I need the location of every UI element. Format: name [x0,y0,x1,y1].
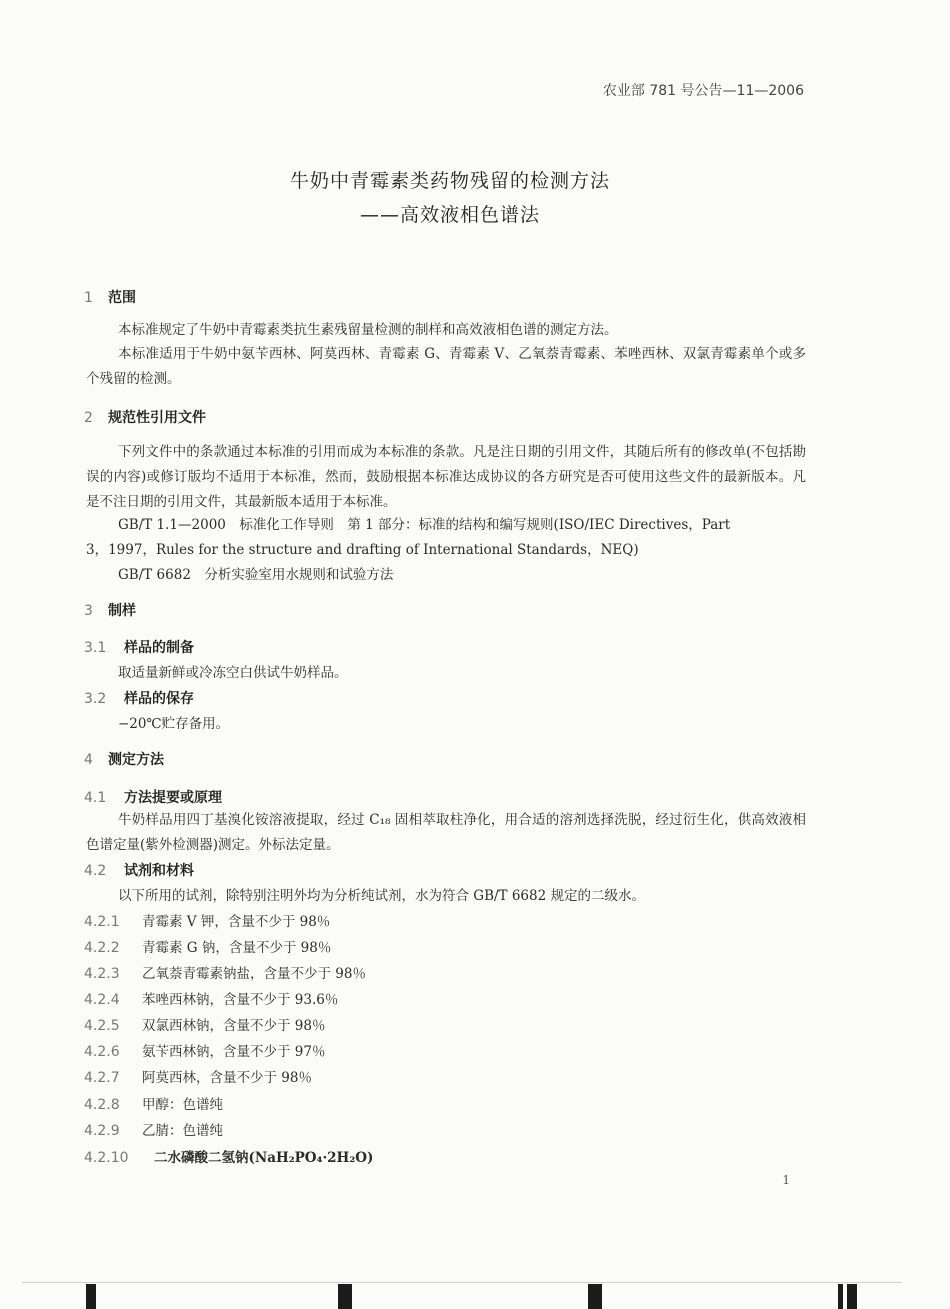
item-number: 4.2.1 [84,914,120,930]
section-number: 4 [84,752,93,768]
document-title: 牛奶中青霉素类药物残留的检测方法 [289,170,610,192]
scan-mark [86,1284,96,1309]
paragraph: −20℃贮存备用。 [118,716,230,732]
item-number: 4.2.8 [84,1097,120,1113]
reagent-item [84,1119,223,1139]
section-number: 4.2 [84,863,107,879]
reagent-item [84,936,331,956]
reagent-item [84,1040,325,1060]
item-number: 4.2.3 [84,966,120,982]
section-title: 测定方法 [108,752,164,768]
reference-line: 3，1997，Rules for the structure and drafting of International Standards，NEQ) [86,542,639,558]
subsection-heading-4-1 [84,787,222,807]
section-title: 规范性引用文件 [108,410,206,426]
reagent-item [84,1014,325,1034]
item-label: 青霉素 G 钠，含量不少于 98％ [142,940,332,956]
item-label: 甲醇：色谱纯 [142,1097,223,1113]
paragraph: 取适量新鲜或冷冻空白供试牛奶样品。 [118,665,348,681]
section-number: 1 [84,290,93,306]
section-number: 3.1 [84,640,107,656]
subsection-heading-3-1 [84,637,194,657]
reagent-item [84,1146,373,1166]
item-number: 4.2.4 [84,992,120,1008]
scan-mark [588,1284,602,1309]
item-label: 青霉素 V 钾，含量不少于 98％ [142,914,331,930]
section-title: 样品的制备 [124,640,194,656]
document-subtitle: ——高效液相色谱法 [359,204,540,226]
reference-line: GB/T 6682 分析实验室用水规则和试验方法 [118,567,394,583]
section-number: 3 [84,603,93,619]
item-number: 4.2.10 [84,1150,129,1166]
section-title: 方法提要或原理 [124,790,222,806]
paragraph: 以下所用的试剂，除特别注明外均为分析纯试剂，水为符合 GB/T 6682 规定的二级水。 [118,888,645,904]
reagent-item [84,962,366,982]
section-title: 样品的保存 [124,691,194,707]
scan-edge-line [22,1282,902,1283]
scan-mark [847,1284,857,1309]
item-label: 阿莫西林，含量不少于 98％ [142,1070,312,1086]
item-number: 4.2.9 [84,1123,120,1139]
item-label: 乙腈：色谱纯 [142,1123,223,1139]
section-title: 试剂和材料 [124,863,194,879]
scan-mark [338,1284,352,1309]
section-title: 范围 [108,290,136,306]
reference-line: GB/T 1.1—2000 标准化工作导则 第 1 部分：标准的结构和编写规则(ISO/IEC Directives，Part [118,517,731,533]
paragraph: 下列文件中的条款通过本标准的引用而成为本标准的条款。凡是注日期的引用文件，其随后所有的修改单(不包括勘误的内容)或修订版均不适用于本标准，然而，鼓励根据本标准达成协议的各方研究是否可使用这些文件的最新版本。凡是不注日期的引用文件，其最新版本适用于本标准。 [86,444,806,510]
subsection-heading-3-2 [84,688,194,708]
item-label: 乙氧萘青霉素钠盐，含量不少于 98％ [142,966,366,982]
section-heading-1 [84,287,136,307]
item-label: 双氯西林钠，含量不少于 98％ [142,1018,326,1034]
item-number: 4.2.5 [84,1018,120,1034]
item-number: 4.2.2 [84,940,120,956]
section-number: 3.2 [84,691,107,707]
reagent-item [84,988,338,1008]
paragraph: 本标准适用于牛奶中氨苄西林、阿莫西林、青霉素 G、青霉素 V、乙氧萘青霉素、苯唑西林、双氯青霉素单个或多个残留的检测。 [86,346,806,387]
scan-mark [838,1284,843,1309]
section-number: 2 [84,410,93,426]
paragraph: 本标准规定了牛奶中青霉素类抗生素残留量检测的制样和高效液相色谱的测定方法。 [118,322,618,338]
item-number: 4.2.6 [84,1044,120,1060]
reagent-item [84,910,330,930]
item-label: 苯唑西林钠，含量不少于 93.6％ [142,992,339,1008]
section-title: 制样 [108,603,136,619]
document-id: 农业部 781 号公告—11—2006 [602,83,804,99]
item-number: 4.2.7 [84,1070,120,1086]
section-heading-3 [84,600,136,620]
reagent-item [84,1066,312,1086]
paragraph: 牛奶样品用四丁基溴化铵溶液提取，经过 C₁₈ 固相萃取柱净化，用合适的溶剂选择洗脱，经过衍生化，供高效液相色谱定量(紫外检测器)测定。外标法定量。 [86,812,806,853]
section-number: 4.1 [84,790,107,806]
subsection-heading-4-2 [84,860,194,880]
section-heading-4 [84,749,164,769]
item-label: 二水磷酸二氢钠(NaH₂PO₄·2H₂O) [154,1150,374,1166]
item-label: 氨苄西林钠，含量不少于 97％ [142,1044,326,1060]
section-heading-2 [84,407,206,427]
reagent-item [84,1093,223,1113]
page-number: 1 [782,1173,790,1187]
